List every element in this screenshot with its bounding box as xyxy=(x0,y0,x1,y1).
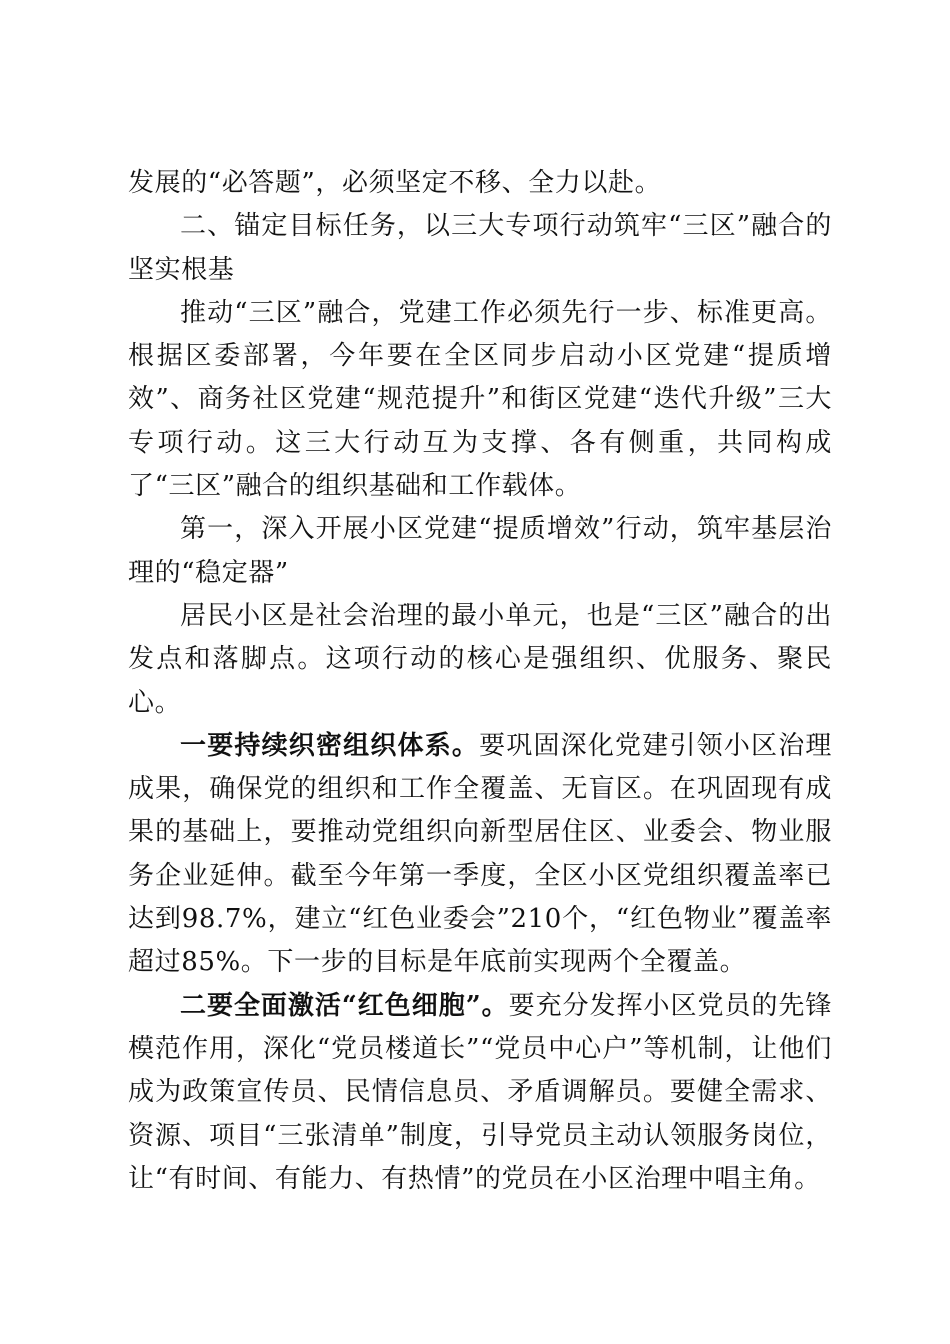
paragraph-1-text: 发展的“必答题”，必须坚定不移、全力以赴。 xyxy=(128,168,662,198)
paragraph-5 xyxy=(128,595,832,725)
paragraph-3-text: 推动“三区”融合，党建工作必须先行一步、标准更高。根据区委部署，今年要在全区同步启动小区党建“提质增效”、商务社区党建“规范提升”和街区党建“迭代升级”三大专项行动。这三大行动互为支撑、各有侧重，共同构成了“三区”融合的组织基础和工作载体。 xyxy=(128,297,832,502)
section-heading-2-text: 二、锚定目标任务，以三大专项行动筑牢“三区”融合的坚实根基 xyxy=(128,211,832,285)
paragraph-6-text: 要巩固深化党建引领小区治理成果，确保党的组织和工作全覆盖、无盲区。在巩固现有成果的基础上，要推动党组织向新型居住区、业委会、物业服务企业延伸。截至今年第一季度，全区小区党组织覆盖率已达到98.7%，建立“红色业委会”210个，“红色物业”覆盖率超过85%。下一步的目标是年底前实现两个全覆盖。 xyxy=(128,730,832,978)
document-body xyxy=(128,162,832,1201)
paragraph-1 xyxy=(128,162,832,205)
paragraph-7 xyxy=(128,985,832,1201)
subheading-4-text: 第一，深入开展小区党建“提质增效”行动，筑牢基层治理的“稳定器” xyxy=(128,514,832,588)
section-heading-2 xyxy=(128,205,832,292)
paragraph-7-text: 要充分发挥小区党员的先锋模范作用，深化“党员楼道长”“党员中心户”等机制，让他们成为政策宣传员、民情信息员、矛盾调解员。要健全需求、资源、项目“三张清单”制度，引导党员主动认领服务岗位，让“有时间、有能力、有热情”的党员在小区治理中唱主角。 xyxy=(128,990,833,1194)
paragraph-3 xyxy=(128,292,832,508)
paragraph-6 xyxy=(128,725,832,985)
subheading-4 xyxy=(128,508,832,595)
paragraph-5-text: 居民小区是社会治理的最小单元，也是“三区”融合的出发点和落脚点。这项行动的核心是强组织、优服务、聚民心。 xyxy=(128,600,832,718)
paragraph-6-lead: 一要持续织密组织体系。 xyxy=(180,730,480,761)
paragraph-7-lead: 二要全面激活“红色细胞”。 xyxy=(180,990,509,1021)
